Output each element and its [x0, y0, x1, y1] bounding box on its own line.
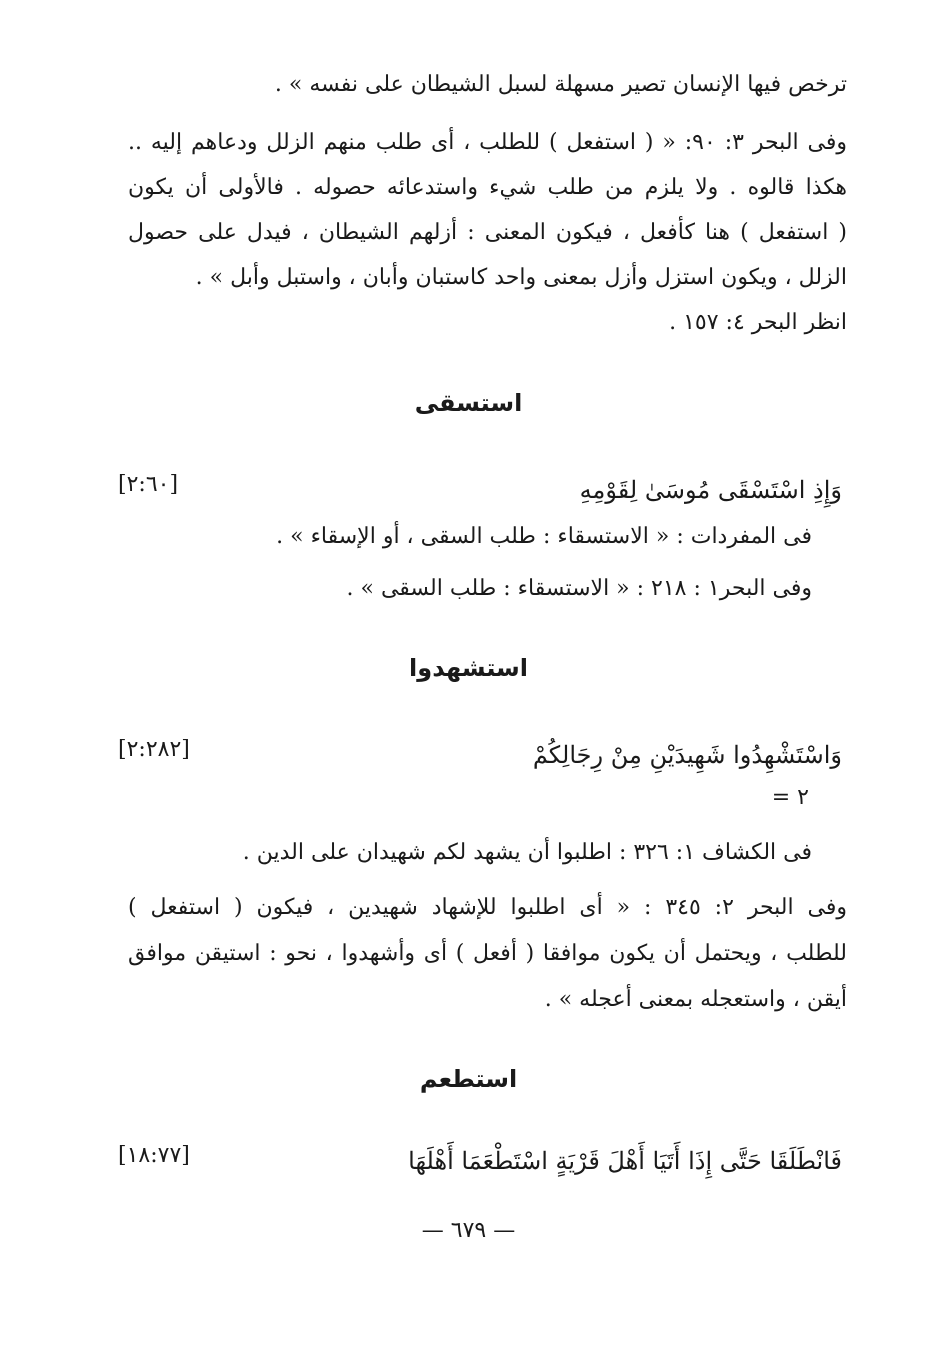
bahr-line-1: وفى البحر ٣: ٩٠: « ( استفعل ) للطلب ، أى طلب منهم الزلل ودعاهم إليه ..	[128, 130, 847, 155]
intro-line: ترخص فيها الإنسان تصير مسهلة لسبل الشيطان على نفسه » .	[274, 72, 847, 97]
istashhidu-note-3: للطلب ، ويحتمل أن يكون موافقا ( أفعل ) أى وأشهدوا ، نحو : استيقن موافق	[128, 941, 847, 966]
quran-verse-istasqa: وَإِذِ اسْتَسْقَى مُوسَىٰ لِقَوْمِهِ	[579, 476, 842, 504]
page-number: — ٦٧٩ —	[421, 1218, 516, 1243]
bahr-line-3: ( استفعل ) هنا كأفعل ، فيكون المعنى : أزلهم الشيطان ، فيدل على حصول	[128, 220, 847, 245]
verse-marker: ٢ =	[771, 785, 809, 810]
verse-reference-istasqa: [٢:٦٠]	[118, 472, 179, 497]
bahr-line-5: انظر البحر ٤: ١٥٧ .	[669, 310, 847, 335]
bahr-line-4: الزلل ، ويكون استزل وأزل بمعنى واحد كاستبان وأبان ، واستبل وأبل » .	[195, 265, 847, 290]
bahr-line-2: هكذا قالوه . ولا يلزم من طلب شيء واستدعائه حصوله . فالأولى أن يكون	[128, 175, 848, 200]
istasqa-note-1: فى المفردات : « الاستسقاء : طلب السقى ، أو الإسقاء » .	[276, 524, 812, 549]
istasqa-note-2: وفى البحر١ : ٢١٨ : « الاستسقاء : طلب السقى » .	[346, 576, 812, 601]
istashhidu-note-2: وفى البحر ٢: ٣٤٥ : « أى اطلبوا للإشهاد شهيدين ، فيكون ( استفعل )	[128, 895, 847, 920]
quran-verse-istashhidu: وَاسْتَشْهِدُوا شَهِيدَيْنِ مِنْ رِجَالِكُمْ	[532, 741, 842, 769]
istashhidu-note-4: أيقن ، واستعجله بمعنى أعجله » .	[544, 987, 847, 1012]
quran-verse-istatama: فَانْطَلَقَا حَتَّى إِذَا أَتَيَا أَهْلَ قَرْيَةٍ اسْتَطْعَمَا أَهْلَهَا	[408, 1147, 842, 1175]
verse-reference-istatama: [١٨:٧٧]	[118, 1143, 190, 1168]
section-heading-istatama: استطعم	[419, 1065, 518, 1093]
section-heading-istashhidu: استشهدوا	[409, 654, 528, 682]
verse-reference-istashhidu: [٢:٢٨٢]	[118, 737, 190, 762]
section-heading-istasqa: استسقى	[414, 389, 523, 417]
istashhidu-note-1: فى الكشاف ١: ٣٢٦ : اطلبوا أن يشهد لكم شهيدان على الدين .	[242, 840, 812, 865]
